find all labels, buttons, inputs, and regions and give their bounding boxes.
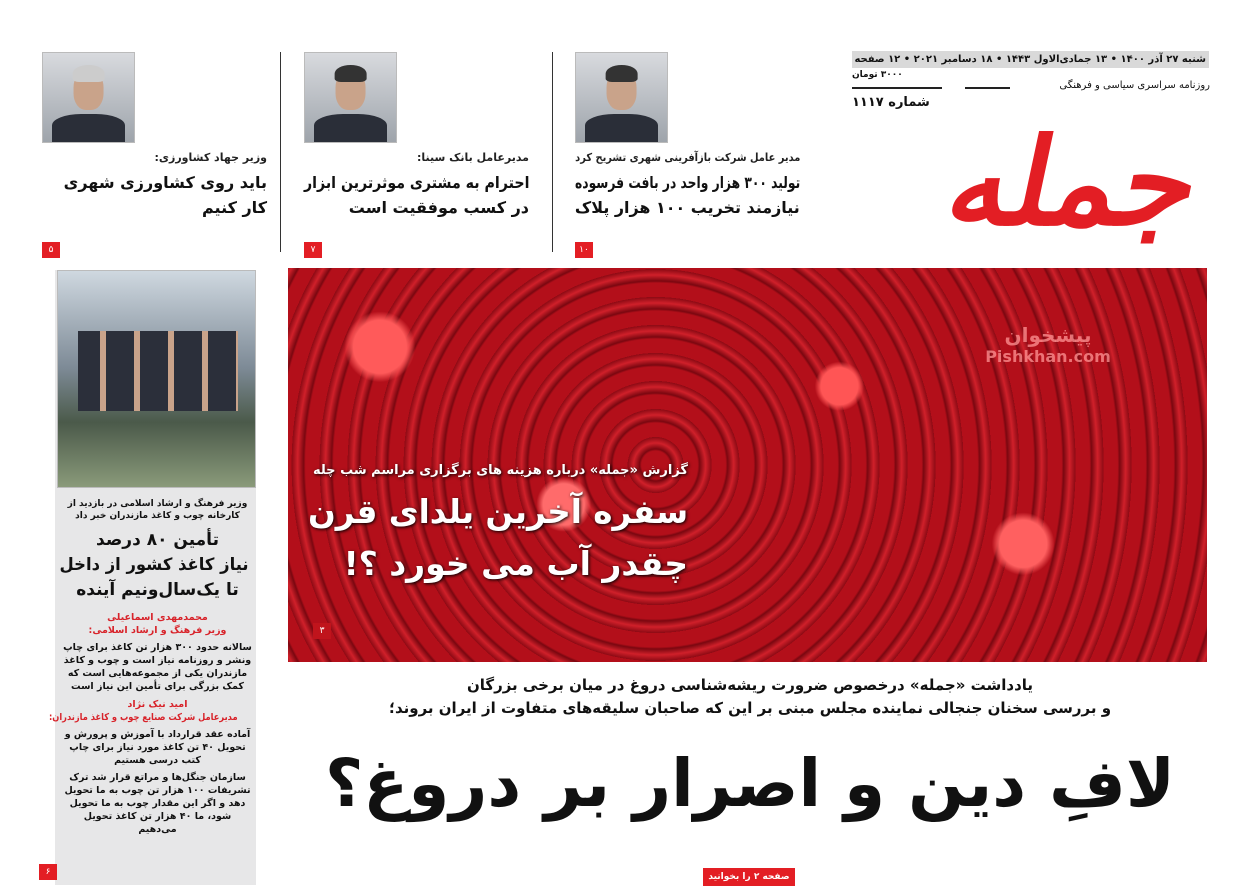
watermark: پیشخوان Pishkhan.com (985, 323, 1111, 366)
headline: احترام به مشتری موثرترین ابزار در کسب موفقیت است (303, 173, 529, 217)
quote-text: سالانه حدود ۳۰۰ هزار تن کاغذ برای چاپ ونشر و روزنامه نیاز است و چوب و کاغذ مازندران یکی از مجموعه‌هایی است که کمک بزرگی برای تأمین این نیاز است (63, 642, 252, 692)
divider (552, 52, 553, 252)
logo: جمله (936, 112, 1214, 253)
quote-author: محمدمهدی اسماعیلی وزیر فرهنگ و ارشاد اسلامی: (88, 612, 227, 636)
page-badge: ۷ (304, 242, 322, 258)
page-badge: ۳ (313, 623, 331, 639)
kicker: وزیر فرهنگ و ارشاد اسلامی در بازدید از کارخانه چوب و کاغذ مازندران خبر داد (67, 499, 248, 521)
issue-number: شماره ۱۱۱۷ (852, 95, 930, 110)
top-story[interactable] (575, 52, 800, 260)
headline: تولید ۳۰۰ هزار واحد در بافت فرسوده نیازمند تخریب ۱۰۰ هزار پلاک (574, 173, 800, 217)
tagline: روزنامه سراسری سیاسی و فرهنگی (1059, 80, 1210, 91)
portrait-photo (304, 52, 397, 143)
page-badge: ۶ (39, 864, 57, 880)
sidebar-story[interactable] (45, 270, 256, 885)
top-story[interactable] (304, 52, 529, 260)
page-badge: ۵ (42, 242, 60, 258)
lead-story[interactable] (300, 674, 1200, 832)
divider (280, 52, 281, 252)
main-photo-story[interactable] (288, 268, 1207, 662)
kicker: وزیر جهاد کشاورزی: (154, 151, 267, 164)
quote-text: آماده عقد قرارداد با آموزش و پرورش و تحویل ۴۰ تن کاغذ مورد نیاز برای چاپ کتب درسی هستیم (64, 729, 251, 766)
subheadline: یادداشت «جمله» درخصوص ضرورت ریشه‌شناسی دروغ در میان برخی بزرگان (466, 676, 1034, 694)
quote-author: امید نیک نژاد مدیرعامل شرکت صنایع چوب و کاغذ مازندران: (49, 699, 239, 723)
quote-text: سازمان جنگل‌ها و مراتع قرار شد ترک تشریفات ۱۰۰ هزار تن چوب به ما تحویل دهد و اگر این مقدار چوب به ما تحویل شود، ما ۴۰ هزار تن کاغذ تحویل می‌دهیم (64, 772, 251, 835)
headline: تأمین ۸۰ درصد نیاز کاغذ کشور از داخل تا یک‌سال‌ونیم آینده (59, 530, 249, 600)
dateline-bar: شنبه ۲۷ آذر ۱۴۰۰ • ۱۳ جمادی‌الاول ۱۴۴۳ • ۱۸ دسامبر ۲۰۲۱ • ۱۲ صفحه (852, 51, 1209, 68)
headline: لافِ دین و اصرار بر دروغ؟ (325, 745, 1175, 822)
top-story[interactable] (42, 52, 267, 260)
read-page-2-button[interactable]: صفحه ۲ را بخوانید (703, 868, 795, 886)
factory-visit-photo (57, 270, 256, 488)
kicker: مدیرعامل بانک سینا: (416, 151, 529, 164)
rule (965, 87, 1010, 89)
rule (852, 87, 942, 89)
headline: سفره آخرین یلدای قرن چقدر آب می خورد ؟! (307, 492, 688, 583)
headline: باید روی کشاورزی شهری کار کنیم (63, 173, 267, 217)
portrait-photo (42, 52, 135, 143)
kicker: مدیر عامل شرکت بازآفرینی شهری تشریح کرد (574, 151, 800, 164)
subheadline: و بررسی سخنان جنجالی نماینده مجلس مبنی بر این که صاحبان سلیقه‌های متفاوت از ایران بروند؛ (388, 699, 1112, 717)
portrait-photo (575, 52, 668, 143)
price: ۳۰۰۰ تومان (852, 70, 903, 80)
kicker: گزارش «جمله» درباره هزینه های برگزاری مراسم شب چله (312, 463, 688, 478)
page-badge: ۱۰ (575, 242, 593, 258)
